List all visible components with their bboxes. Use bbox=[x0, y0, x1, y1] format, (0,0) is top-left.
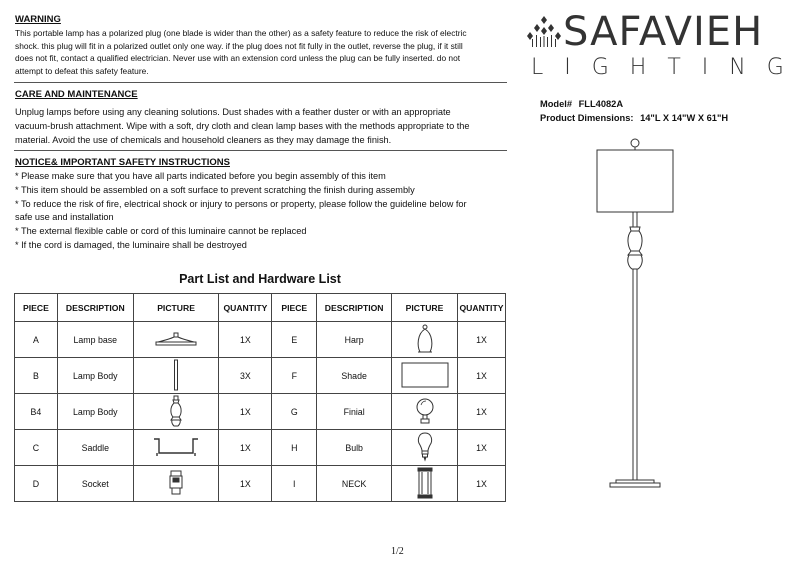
piece-cell: B bbox=[15, 358, 58, 394]
quantity-cell: 1X bbox=[219, 466, 272, 502]
parts-list-title: Part List and Hardware List bbox=[179, 272, 341, 286]
header-quantity: QUANTITY bbox=[457, 294, 505, 322]
neck-icon bbox=[392, 466, 458, 502]
quantity-cell: 1X bbox=[219, 430, 272, 466]
quantity-cell: 1X bbox=[457, 394, 505, 430]
description-cell: NECK bbox=[317, 466, 392, 502]
header-description: DESCRIPTION bbox=[317, 294, 392, 322]
quantity-cell: 1X bbox=[457, 358, 505, 394]
description-cell: Shade bbox=[317, 358, 392, 394]
notice-text bbox=[15, 170, 510, 253]
description-cell: Bulb bbox=[317, 430, 392, 466]
model-line bbox=[540, 99, 623, 109]
quantity-cell: 1X bbox=[457, 466, 505, 502]
piece-cell: D bbox=[15, 466, 58, 502]
table-row bbox=[15, 322, 506, 358]
warning-line: does not fit, contact a qualified electrician. Never use with an extension cord unless the plug can be fully inserted. do not bbox=[15, 53, 461, 64]
notice-line: safe use and installation bbox=[15, 212, 114, 223]
table-row bbox=[15, 394, 506, 430]
quantity-cell: 1X bbox=[457, 322, 505, 358]
piece-cell: A bbox=[15, 322, 58, 358]
notice-line: * The external flexible cable or cord of this luminaire cannot be replaced bbox=[15, 226, 307, 237]
notice-line: * To reduce the risk of fire, electrical shock or injury to persons or property, please follow the guideline below for bbox=[15, 198, 467, 209]
quantity-cell: 3X bbox=[219, 358, 272, 394]
piece-cell: I bbox=[272, 466, 317, 502]
bulb-icon bbox=[392, 430, 458, 466]
care-line: vacuum-brush attachment. Wipe with a soft, dry cloth and clean lamp bases with the methods appropriate to the bbox=[15, 120, 470, 131]
quantity-cell: 1X bbox=[219, 394, 272, 430]
quantity-cell: 1X bbox=[219, 322, 272, 358]
description-cell: Socket bbox=[57, 466, 133, 502]
piece-cell: E bbox=[272, 322, 317, 358]
description-cell: Lamp Body bbox=[57, 394, 133, 430]
header-piece: PIECE bbox=[272, 294, 317, 322]
description-cell: Finial bbox=[317, 394, 392, 430]
table-header-row bbox=[15, 294, 506, 322]
warning-text bbox=[15, 27, 510, 77]
brand-name: SAFAVIEH bbox=[563, 9, 764, 55]
table-row bbox=[15, 466, 506, 502]
header-quantity: QUANTITY bbox=[219, 294, 272, 322]
lamp-body-rod-icon bbox=[133, 358, 219, 394]
logo-chandelier-icon bbox=[527, 15, 561, 49]
piece-cell: H bbox=[272, 430, 317, 466]
description-cell: Lamp Body bbox=[57, 358, 133, 394]
piece-cell: F bbox=[272, 358, 317, 394]
notice-line: * This item should be assembled on a soft surface to prevent scratching the finish during assembly bbox=[15, 184, 415, 195]
warning-line: attempt to defeat this safety feature. bbox=[15, 65, 149, 76]
model-value: FLL4082A bbox=[578, 99, 624, 109]
piece-cell: G bbox=[272, 394, 317, 430]
notice-title: NOTICE& IMPORTANT SAFETY INSTRUCTIONS bbox=[15, 157, 230, 168]
harp-icon bbox=[392, 322, 458, 358]
lamp-body-urn-icon bbox=[133, 394, 219, 430]
warning-line: This portable lamp has a polarized plug (one blade is wider than the other) as a safety feature to reduce the risk of electric bbox=[15, 28, 467, 38]
brand-sub: LIGHTING bbox=[531, 55, 805, 80]
description-cell: Harp bbox=[317, 322, 392, 358]
model-label: Model# bbox=[540, 99, 573, 109]
dimensions-line bbox=[540, 113, 728, 123]
care-line: material. Avoid the use of chemicals and household cleaners as they may damage the finish. bbox=[15, 134, 392, 145]
care-title: CARE AND MAINTENANCE bbox=[15, 89, 138, 100]
parts-table bbox=[14, 293, 506, 502]
table-row bbox=[15, 358, 506, 394]
floor-lamp-illustration bbox=[590, 135, 680, 490]
warning-title: WARNING bbox=[15, 14, 61, 25]
description-cell: Lamp base bbox=[57, 322, 133, 358]
description-cell: Saddle bbox=[57, 430, 133, 466]
page-number: 1/2 bbox=[391, 546, 404, 557]
notice-line: * If the cord is damaged, the luminaire shall be destroyed bbox=[15, 239, 247, 250]
header-piece: PIECE bbox=[15, 294, 58, 322]
dimensions-value: 14"L X 14"W X 61"H bbox=[640, 113, 729, 123]
warning-line: shock. this plug will fit in a polarized outlet only one way. if the plug does not fit fully in the outlet, reverse the plug, if it still bbox=[15, 40, 463, 51]
quantity-cell: 1X bbox=[457, 430, 505, 466]
divider bbox=[14, 82, 507, 83]
piece-cell: B4 bbox=[15, 394, 58, 430]
lamp-base-icon bbox=[133, 322, 219, 358]
header-picture: PICTURE bbox=[392, 294, 458, 322]
table-row bbox=[15, 430, 506, 466]
finial-icon bbox=[392, 394, 458, 430]
piece-cell: C bbox=[15, 430, 58, 466]
divider bbox=[14, 150, 507, 151]
header-description: DESCRIPTION bbox=[57, 294, 133, 322]
dimensions-label: Product Dimensions: bbox=[540, 113, 634, 123]
header-picture: PICTURE bbox=[133, 294, 219, 322]
socket-icon bbox=[133, 466, 219, 502]
saddle-icon bbox=[133, 430, 219, 466]
notice-line: * Please make sure that you have all parts indicated before you begin assembly of this item bbox=[15, 171, 386, 181]
care-line: Unplug lamps before using any cleaning solutions. Dust shades with a feather duster or with an appropriate bbox=[15, 107, 451, 117]
care-text bbox=[15, 106, 510, 147]
shade-icon bbox=[392, 358, 458, 394]
